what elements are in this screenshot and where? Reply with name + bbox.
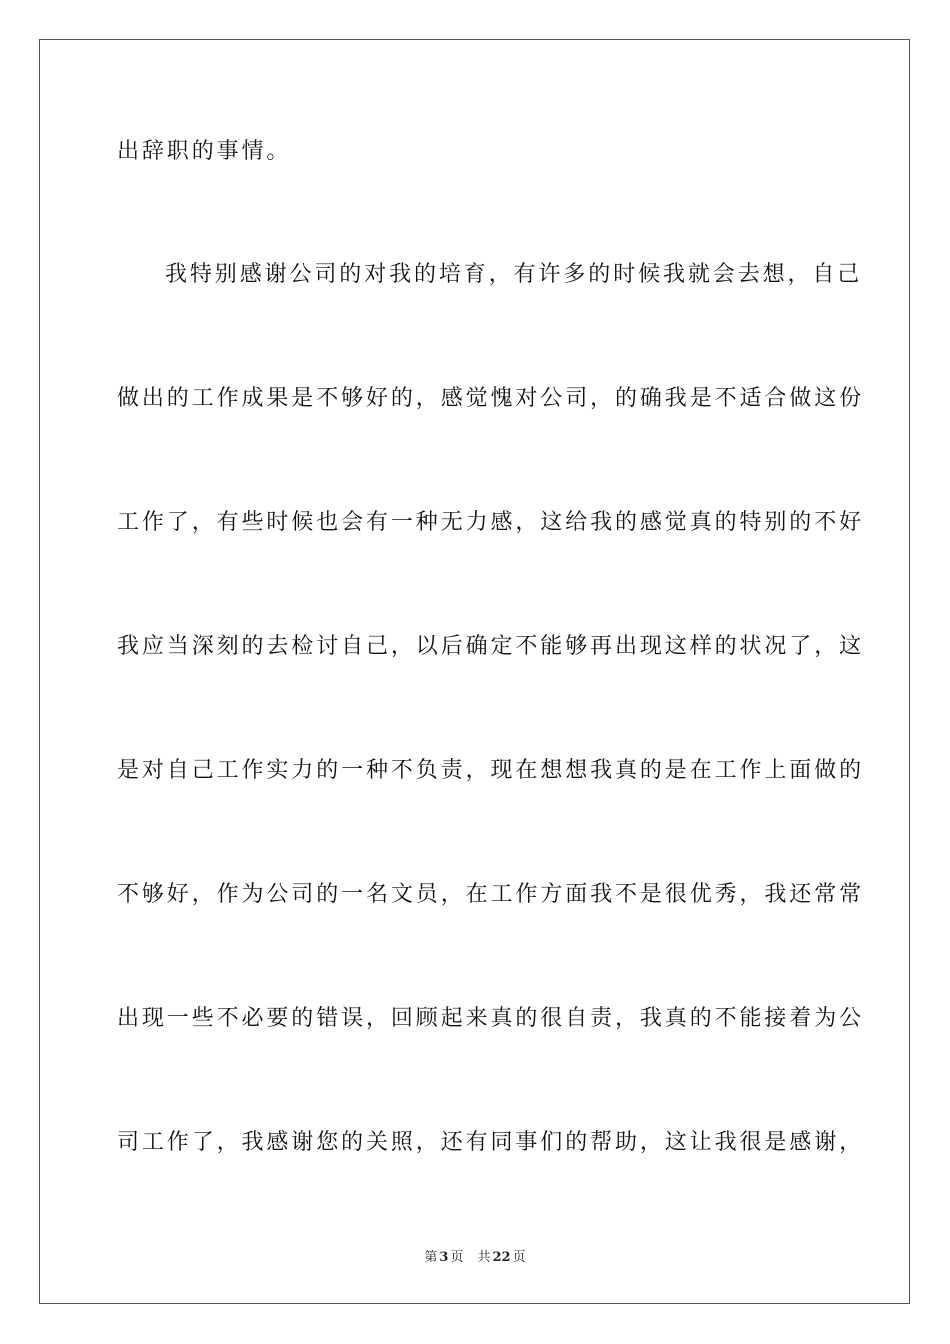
page-border (39, 39, 910, 1304)
text-line: 司工作了，我感谢您的关照，还有同事们的帮助，这让我很是感谢， (117, 1130, 865, 1155)
page-footer (0, 1250, 950, 1266)
total-page-count: 22 (492, 1250, 511, 1265)
total-suffix: 页 (512, 1250, 526, 1265)
text-line: 是对自己工作实力的一种不负责，现在想想我真的是在工作上面做的 (117, 758, 865, 783)
text-line: 工作了，有些时候也会有一种无力感，这给我的感觉真的特别的不好 (117, 510, 865, 535)
text-line: 出辞职的事情。 (117, 139, 292, 164)
page-suffix: 页 (450, 1250, 464, 1265)
page-prefix: 第 (424, 1250, 438, 1265)
text-line: 做出的工作成果是不够好的，感觉愧对公司，的确我是不适合做这份 (117, 386, 865, 411)
text-line: 我应当深刻的去检讨自己，以后确定不能够再出现这样的状况了，这 (117, 634, 865, 659)
current-page-number: 3 (439, 1250, 449, 1265)
text-line: 不够好，作为公司的一名文员，在工作方面我不是很优秀，我还常常 (117, 882, 865, 907)
total-prefix: 共 (477, 1250, 491, 1265)
text-line: 出现一些不必要的错误，回顾起来真的很自责，我真的不能接着为公 (117, 1006, 865, 1031)
paragraph-first-line: 我特别感谢公司的对我的培育，有许多的时候我就会去想，自己 (165, 262, 863, 287)
